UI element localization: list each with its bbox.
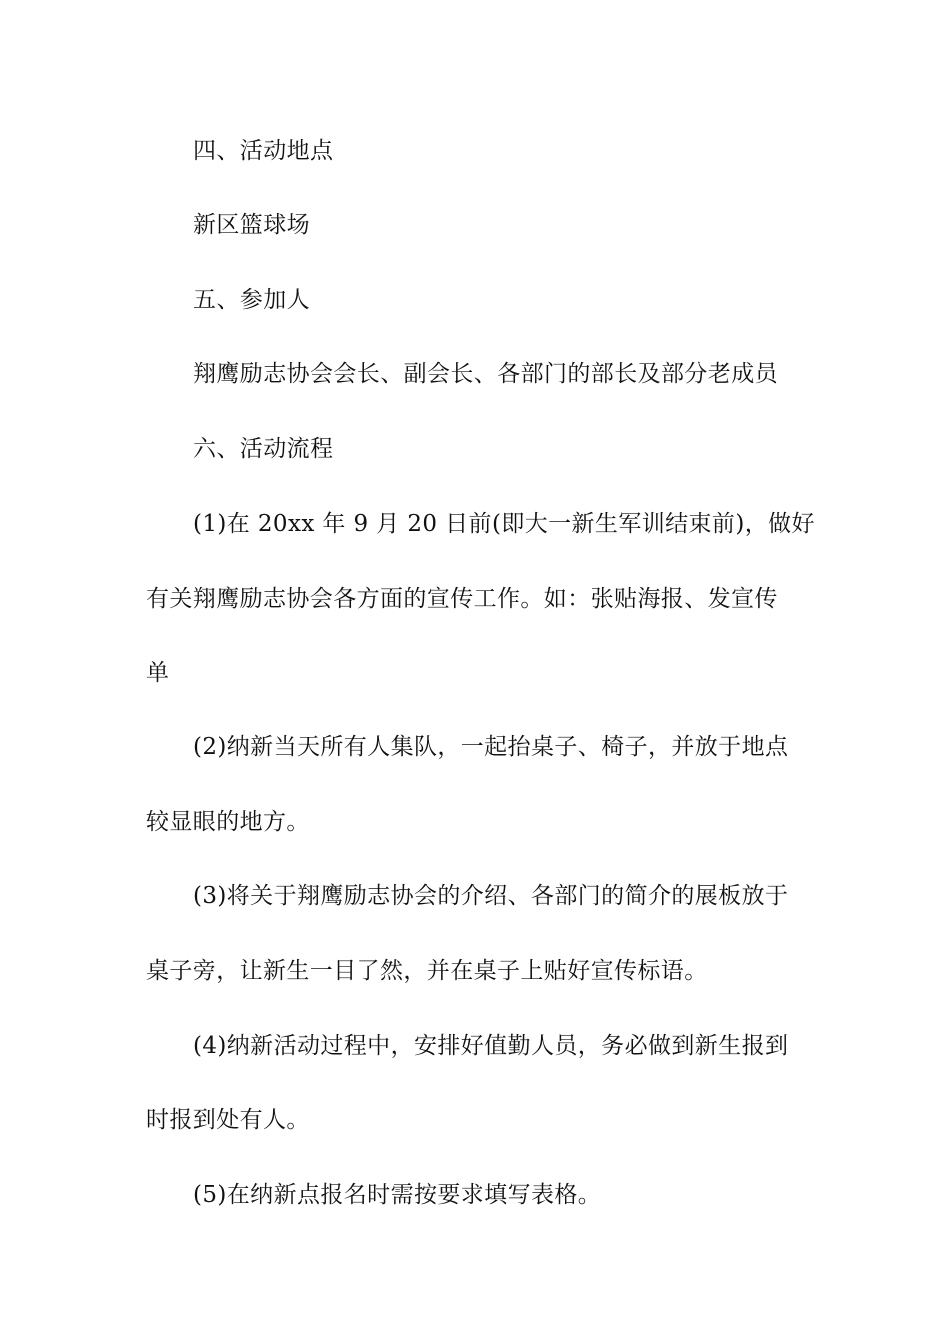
paragraph-location: 新区篮球场 bbox=[193, 212, 310, 238]
paragraph-step-4-line-1: (4)纳新活动过程中，安排好值勤人员，务必做到新生报到 bbox=[193, 1033, 789, 1059]
heading-activity-location: 四、活动地点 bbox=[193, 138, 334, 164]
paragraph-step-3-line-1: (3)将关于翔鹰励志协会的介绍、各部门的简介的展板放于 bbox=[193, 883, 789, 909]
paragraph-step-1-line-3: 单 bbox=[146, 660, 170, 686]
heading-participants: 五、参加人 bbox=[193, 287, 310, 313]
paragraph-step-4-line-2: 时报到处有人。 bbox=[146, 1107, 310, 1133]
heading-activity-process: 六、活动流程 bbox=[193, 436, 334, 462]
paragraph-step-2-line-1: (2)纳新当天所有人集队，一起抬桌子、椅子，并放于地点 bbox=[193, 734, 789, 760]
paragraph-step-5: (5)在纳新点报名时需按要求填写表格。 bbox=[193, 1182, 602, 1208]
paragraph-participants: 翔鹰励志协会会长、副会长、各部门的部长及部分老成员 bbox=[193, 361, 778, 387]
paragraph-step-1-line-1: (1)在 20xx 年 9 月 20 日前(即大一新生军训结束前)，做好 bbox=[193, 511, 815, 537]
paragraph-step-3-line-2: 桌子旁，让新生一目了然，并在桌子上贴好宣传标语。 bbox=[146, 958, 708, 984]
paragraph-step-1-line-2: 有关翔鹰励志协会各方面的宣传工作。如：张贴海报、发宣传 bbox=[146, 586, 778, 612]
paragraph-step-2-line-2: 较显眼的地方。 bbox=[146, 809, 310, 835]
